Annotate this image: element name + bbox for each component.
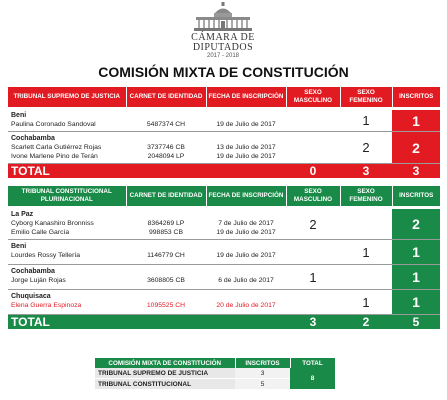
person-name: Emilio Calle García bbox=[11, 229, 70, 236]
total-label: TOTAL bbox=[8, 315, 286, 330]
column-header-registered: INSCRITOS bbox=[392, 186, 440, 206]
department-name: Cochabamba bbox=[11, 135, 55, 142]
total-male: 3 bbox=[286, 315, 340, 330]
female-count bbox=[340, 209, 392, 240]
total-row bbox=[8, 315, 440, 330]
total-registered: 3 bbox=[392, 164, 440, 179]
registered-count: 1 bbox=[392, 110, 440, 132]
male-count bbox=[286, 132, 340, 164]
summary-header-commission: COMISIÓN MIXTA DE CONSTITUCIÓN bbox=[95, 358, 235, 368]
table-row bbox=[8, 132, 440, 164]
registration-date: 19 de Julio de 2017 bbox=[216, 252, 276, 259]
column-header-registered: INSCRITOS bbox=[392, 87, 440, 107]
supreme-court-table bbox=[8, 87, 440, 178]
summary-value: 5 bbox=[235, 379, 290, 390]
column-header-male: SEXO MASCULINO bbox=[286, 87, 340, 107]
person-name: Lourdes Rossy Tellería bbox=[11, 252, 81, 259]
registration-date: 6 de Julio de 2017 bbox=[218, 277, 274, 284]
total-registered: 5 bbox=[392, 315, 440, 330]
id-number: 1146779 CH bbox=[147, 252, 185, 259]
column-header-tribunal: TRIBUNAL SUPREMO DE JUSTICIA bbox=[8, 87, 126, 107]
person-name: Paulina Coronado Sandoval bbox=[11, 121, 96, 128]
total-female: 3 bbox=[340, 164, 392, 179]
id-number: 998853 CB bbox=[148, 229, 183, 236]
registration-date: 19 de Julio de 2017 bbox=[216, 121, 276, 128]
male-count bbox=[286, 290, 340, 315]
female-count: 1 bbox=[340, 240, 392, 265]
id-number: 2048094 LP bbox=[147, 153, 185, 160]
column-header-female: SEXO FEMENINO bbox=[340, 186, 392, 206]
id-number: 8364269 LP bbox=[147, 220, 185, 227]
page-title: COMISIÓN MIXTA DE CONSTITUCIÓN bbox=[98, 64, 349, 80]
registered-count: 2 bbox=[392, 132, 440, 164]
department-name: Beni bbox=[11, 243, 27, 250]
summary-table bbox=[95, 358, 336, 390]
column-header-male: SEXO MASCULINO bbox=[286, 186, 340, 206]
female-count: 1 bbox=[340, 290, 392, 315]
id-number: 3608805 CB bbox=[147, 277, 185, 284]
column-header-tribunal: TRIBUNAL CONSTITUCIONAL PLURINACIONAL bbox=[8, 186, 126, 206]
summary-header-registered: INSCRITOS bbox=[235, 358, 290, 368]
male-count bbox=[286, 240, 340, 265]
registered-count: 2 bbox=[392, 209, 440, 240]
column-header-date: FECHA DE INSCRIPCIÓN bbox=[206, 186, 286, 206]
summary-label: TRIBUNAL CONSTITUCIONAL bbox=[95, 379, 235, 390]
summary-header-total: TOTAL bbox=[290, 358, 335, 368]
male-count bbox=[286, 110, 340, 132]
parliament-building-icon bbox=[192, 2, 254, 32]
registered-count: 1 bbox=[392, 265, 440, 290]
male-count: 2 bbox=[286, 209, 340, 240]
id-number: 1095525 CH bbox=[146, 302, 186, 309]
department-name: La Paz bbox=[11, 211, 34, 218]
total-label: TOTAL bbox=[8, 164, 286, 179]
total-male: 0 bbox=[286, 164, 340, 179]
person-name: Scarlett Carla Gutiérrez Rojas bbox=[11, 144, 102, 151]
total-row bbox=[8, 164, 440, 179]
department-name: Chuquisaca bbox=[11, 293, 51, 300]
table-row bbox=[8, 265, 440, 290]
female-count: 2 bbox=[340, 132, 392, 164]
table-row bbox=[8, 110, 440, 132]
logo-text: CÁMARA DE DIPUTADOS bbox=[191, 32, 255, 53]
summary-value: 3 bbox=[235, 368, 290, 379]
person-name: Elena Guerra Espinoza bbox=[11, 302, 82, 309]
id-number: 5487374 CH bbox=[146, 121, 186, 128]
table-row bbox=[8, 209, 440, 240]
registration-date: 13 de Julio de 2017 bbox=[216, 144, 276, 151]
registration-date: 7 de Julio de 2017 bbox=[218, 220, 274, 227]
person-name: Jorge Luján Rojas bbox=[11, 277, 66, 284]
person-name: Cyborg Kanashiro Bronniss bbox=[11, 220, 94, 227]
total-female: 2 bbox=[340, 315, 392, 330]
department-name: Cochabamba bbox=[11, 268, 55, 275]
summary-row bbox=[95, 368, 335, 379]
male-count: 1 bbox=[286, 265, 340, 290]
department-name: Beni bbox=[11, 112, 27, 119]
chamber-logo bbox=[168, 2, 278, 62]
column-header-female: SEXO FEMENINO bbox=[340, 87, 392, 107]
table-row bbox=[8, 240, 440, 265]
column-header-id: CARNET DE IDENTIDAD bbox=[126, 87, 206, 107]
person-name: Ivone Marlene Pino de Terán bbox=[11, 153, 98, 160]
registration-date: 19 de Julio de 2017 bbox=[216, 229, 276, 236]
registered-count: 1 bbox=[392, 290, 440, 315]
summary-label: TRIBUNAL SUPREMO DE JUSTICIA bbox=[95, 368, 235, 379]
summary-total: 8 bbox=[290, 368, 335, 390]
female-count: 1 bbox=[340, 110, 392, 132]
registered-count: 1 bbox=[392, 240, 440, 265]
logo-years: 2017 - 2018 bbox=[206, 53, 240, 59]
id-number: 3737746 CB bbox=[147, 144, 185, 151]
registration-date: 19 de Julio de 2017 bbox=[216, 153, 276, 160]
constitutional-court-table bbox=[8, 186, 440, 329]
column-header-date: FECHA DE INSCRIPCIÓN bbox=[206, 87, 286, 107]
female-count bbox=[340, 265, 392, 290]
table-row bbox=[8, 290, 440, 315]
registration-date: 20 de Julio de 2017 bbox=[216, 302, 276, 309]
column-header-id: CARNET DE IDENTIDAD bbox=[126, 186, 206, 206]
